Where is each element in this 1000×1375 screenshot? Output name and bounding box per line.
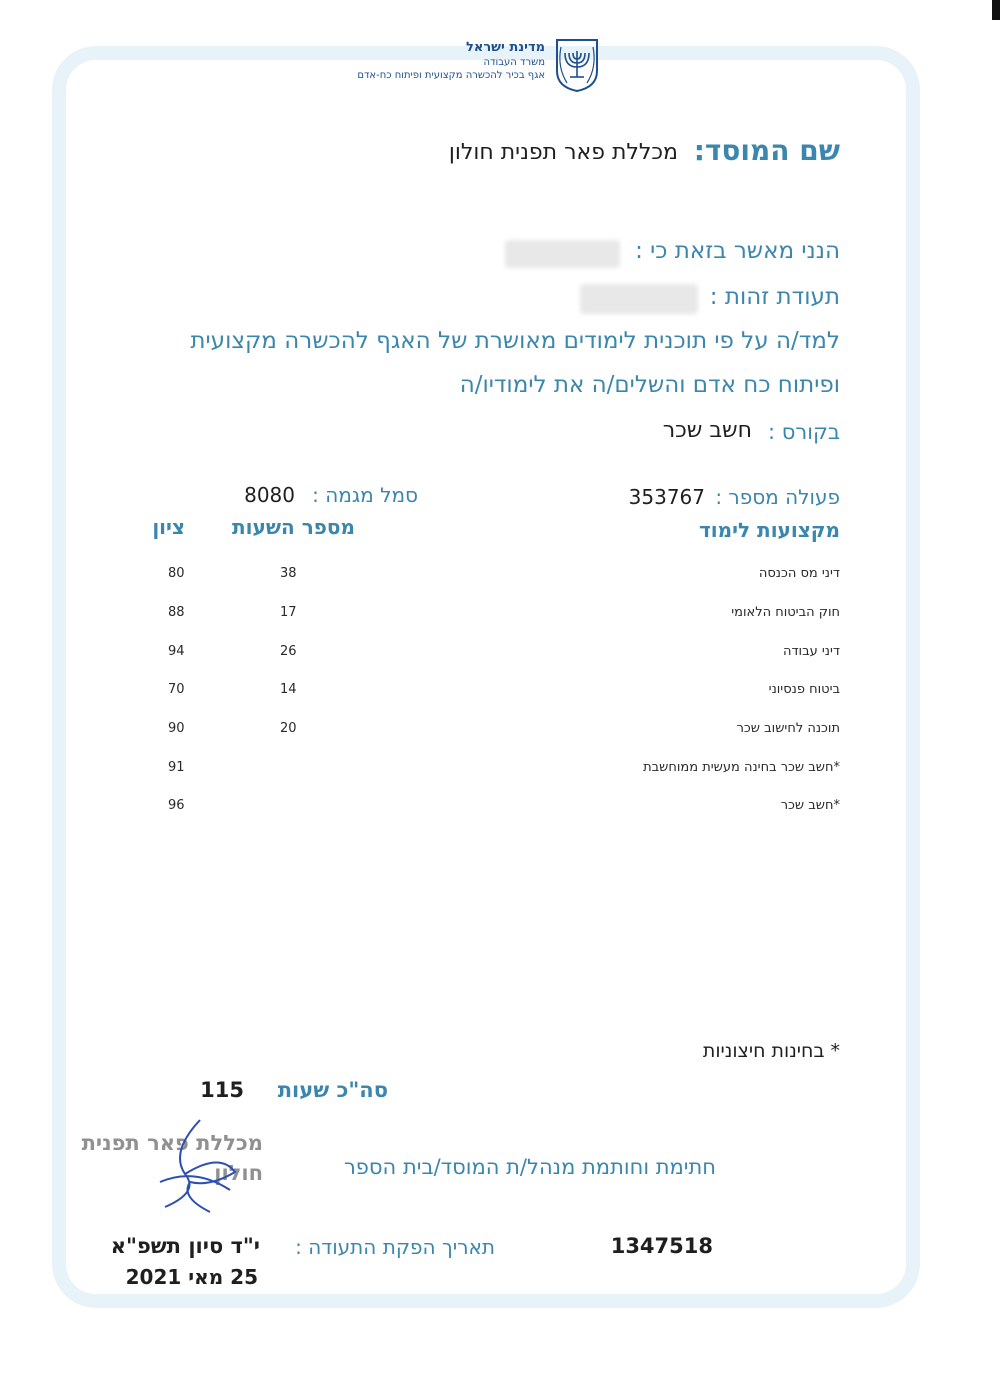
grade-cell: 88 — [168, 605, 185, 620]
grade-cell: 70 — [168, 682, 185, 697]
action-number: 353767 — [628, 485, 705, 509]
subject-cell: דיני עבודה — [782, 644, 840, 659]
ministry-header — [320, 40, 545, 82]
track-number: 8080 — [244, 483, 295, 507]
institution-label: שם המוסד: — [693, 134, 840, 167]
track-label: סמל מגמה : — [312, 483, 418, 507]
action-number-label: פעולה מספר : — [715, 485, 840, 509]
table-row — [140, 798, 840, 822]
table-row — [140, 566, 840, 590]
grade-cell: 80 — [168, 566, 185, 581]
subject-cell: *חשב שכר — [780, 798, 840, 813]
hours-cell: 38 — [280, 566, 297, 581]
table-row — [140, 644, 840, 668]
external-exams-note: * בחינות חיצוניות — [702, 1040, 840, 1062]
subject-cell: תוכנה לחישוב שכר — [736, 721, 840, 736]
subject-cell: דיני מס הכנסה — [758, 566, 840, 581]
id-label: תעודת זהות : — [709, 284, 840, 310]
hours-cell: 17 — [280, 605, 297, 620]
subject-cell: ביטוח פנסיוני — [768, 682, 840, 697]
course-label: בקורס : — [768, 420, 840, 444]
certificate-number: 1347518 — [610, 1234, 713, 1258]
subjects-header: מקצועות לימוד — [698, 518, 840, 542]
hours-cell: 26 — [280, 644, 297, 659]
division-name: אגף בכיר להכשרה מקצועית ופיתוח כח-אדם — [357, 70, 545, 81]
institution-stamp: מכללת פאר תפנית חולון — [81, 1131, 263, 1185]
grade-cell: 91 — [168, 760, 185, 775]
course-name: חשב שכר — [662, 418, 752, 443]
menorah-emblem-icon — [553, 37, 601, 93]
certify-label: הנני מאשר בזאת כי : — [635, 238, 840, 264]
signature-label: חתימת וחותמת מנהל/ת המוסד/בית הספר — [343, 1155, 716, 1179]
total-hours-label: סה"כ שעות — [277, 1078, 388, 1102]
total-hours-value: 115 — [200, 1078, 244, 1102]
issue-date-label: תאריך הפקת התעודה : — [295, 1235, 495, 1259]
grade-cell: 90 — [168, 721, 185, 736]
hours-cell: 20 — [280, 721, 297, 736]
gregorian-date: 25 מאי 2021 — [125, 1265, 258, 1289]
hebrew-date: י"ד סיון תשפ"א — [110, 1234, 260, 1258]
subject-cell: חוק הביטוח הלאומי — [731, 605, 840, 620]
grade-cell: 96 — [168, 798, 185, 813]
grade-header: ציון — [152, 515, 185, 539]
institution-name: מכללת פאר תפנית חולון — [448, 140, 678, 165]
certify-text-line1: למד/ה על פי תוכנית לימודים מאושרת של האגף להכשרה מקצועית — [190, 328, 840, 354]
table-row — [140, 605, 840, 629]
country-name: מדינת ישראל — [465, 40, 545, 55]
scan-edge-mark — [992, 0, 1000, 20]
table-row — [140, 682, 840, 706]
grade-cell: 94 — [168, 644, 185, 659]
table-row — [140, 760, 840, 784]
certify-text-line2: ופיתוח כח אדם והשלים/ה את לימודיו/ה — [459, 372, 840, 398]
redacted-name — [505, 240, 620, 268]
hours-header: מספר השעות — [232, 515, 355, 539]
redacted-id — [580, 284, 698, 314]
table-row — [140, 721, 840, 745]
hours-cell: 14 — [280, 682, 297, 697]
ministry-name: משרד העבודה — [483, 57, 545, 68]
subject-cell: *חשב שכר בחינה מעשית ממוחשבת — [643, 760, 840, 775]
signature-scribble — [140, 1112, 250, 1222]
